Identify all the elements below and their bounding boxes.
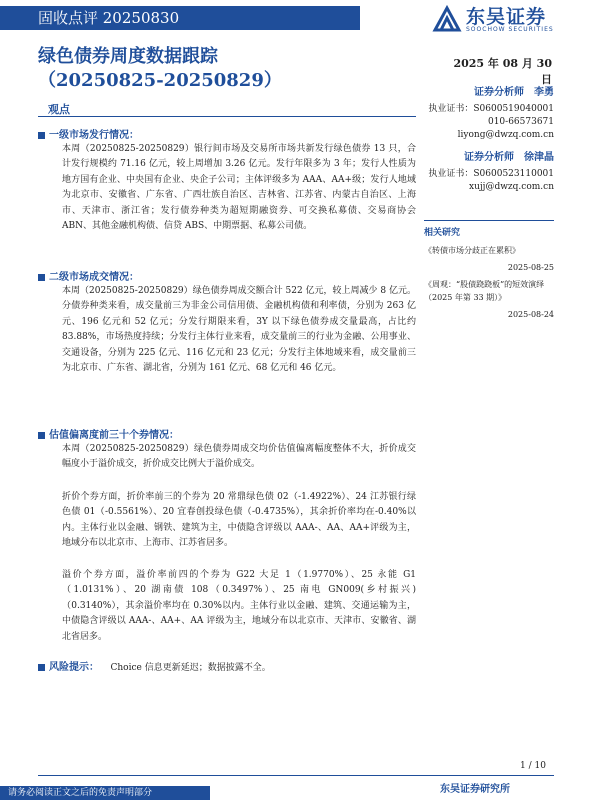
related-research: [424, 220, 554, 319]
sidebar-info: [424, 80, 554, 319]
bullet-square-icon: [38, 132, 45, 139]
section-label-viewpoint: 观点: [48, 103, 70, 116]
analyst-2-name: 证券分析师 徐津晶: [464, 152, 554, 163]
analyst-1-name: 证券分析师 李勇: [474, 87, 554, 98]
heading-primary-market: 一级市场发行情况：: [38, 126, 139, 141]
analyst-2-email[interactable]: xujj@dwzq.com.cn: [469, 182, 554, 192]
related-item-date: 2025-08-25: [507, 263, 554, 272]
logo-subtitle: SOOCHOW SECURITIES: [466, 26, 554, 33]
related-item[interactable]: 《转债市场分歧正在累积》: [424, 246, 520, 255]
analyst-1-license: 执业证书：S0600519040001: [428, 104, 554, 114]
footer-divider: [38, 775, 554, 776]
risk-warning: [38, 658, 271, 673]
risk-heading: 风险提示：: [49, 662, 99, 673]
heading-valuation-deviation: 估值偏离度前三十个券情况：: [38, 426, 179, 441]
title-divider: [38, 116, 416, 117]
related-item[interactable]: 《周观：“股债跷跷板”的短效演绎（2025 年第 33 期）》: [424, 280, 545, 302]
disclaimer-notice: 请务必阅读正文之后的免责声明部分: [0, 786, 210, 800]
paragraph-secondary-market: 本周（20250825-20250829）绿色债券周成交额合计 522 亿元，较上周减少 8 亿元。分债券种类来看，成交量前三为非金公司信用债、金融机构债和利率债，分别为 263 亿元、196 亿元和 52 亿元；分发行期限来看，3Y 以下绿色债券成交量最高，占比约 83.88%，市场热度持续；分发行主体行业来看，成交量前三的行业为金融、公用事业、交通设备，分别为 225 亿元、116 亿元和 23 亿元；分发行主体地域来看，成交量前三为北京市、广东省、湖北省，分别为 161 亿元、68 亿元和 46 亿元。: [62, 286, 417, 374]
page-number: 1 / 10: [520, 761, 546, 771]
related-item-date: 2025-08-24: [507, 310, 554, 319]
report-period: （20250825-20250829）: [38, 70, 282, 91]
paragraph-primary-market: 本周（20250825-20250829）银行间市场及交易所市场共新发行绿色债券 13 只，合计发行规模约 71.16 亿元，较上周增加 3.26 亿元。发行年限多为 3 年；发行人性质为地方国有企业、中央国有企业、央企子公司；主体评级多为 AAA、AA+级；发行人地域为北京市、安徽省、广东省、广西壮族自治区、吉林省、江苏省、内蒙古自治区、上海市、天津市、浙江省；发行债券种类为超短期融资券、可交换私募债、交易商协会 ABN、其他金融机构债、信贷 ABS、中期票据、私募公司债。: [62, 144, 416, 232]
bullet-square-icon: [38, 664, 45, 671]
analyst-2-license: 执业证书：S0600523110001: [428, 169, 554, 179]
analyst-1-phone: 010-66573671: [487, 117, 554, 127]
analyst-1-email[interactable]: liyong@dwzq.com.cn: [457, 130, 554, 140]
bullet-square-icon: [38, 274, 45, 281]
footer-company: 东吴证券研究所: [440, 784, 510, 795]
report-title: 绿色债券周度数据跟踪: [38, 46, 218, 67]
paragraph-discount-bonds: 折价个券方面，折价率前三的个券为 20 常鼎绿色债 02（-1.4922%）、24 江苏银行绿色债 01（-0.5561%）、20 宜春创投绿色债（-0.4735%），其余折价率均在-0.40%以内。主体行业以金融、钢铁、建筑为主，中债隐含评级以 AAA-、AA、AA+评级为主，地域分布以北京市、上海市、江苏省居多。: [62, 492, 416, 549]
paragraph-valuation-summary: 本周（20250825-20250829）绿色债券周成交均价估值偏离幅度整体不大，折价成交幅度小于溢价成交，折价成交比例大于溢价成交。: [62, 444, 416, 470]
report-date: 2025 年 08 月 30 日: [453, 57, 552, 86]
paragraph-premium-bonds: 溢价个券方面，溢价率前四的个券为 G22 大足 1（1.9770%）、25 永能 G1（1.0131%）、20 湖南债 108（0.3497%）、25 南电 GN009(乡村振兴)（0.3140%），其余溢价率均在 0.30%以内。主体行业以金融、建筑、交通运输为主，中债隐含评级以 AAA-、AA+、AA 评级为主，地域分布以北京市、天津市、安徽省、湖北省居多。: [62, 570, 416, 642]
report-type-label: 固收点评 20250830: [38, 9, 180, 27]
company-logo: [432, 2, 592, 38]
risk-text: Choice 信息更新延迟；数据披露不全。: [110, 663, 271, 673]
bullet-square-icon: [38, 432, 45, 439]
related-research-title: 相关研究: [424, 228, 461, 238]
logo-name: 东吴证券: [466, 6, 547, 28]
heading-secondary-market: 二级市场成交情况：: [38, 268, 139, 283]
logo-mark-icon: [432, 4, 462, 34]
report-type-band: [0, 6, 360, 30]
